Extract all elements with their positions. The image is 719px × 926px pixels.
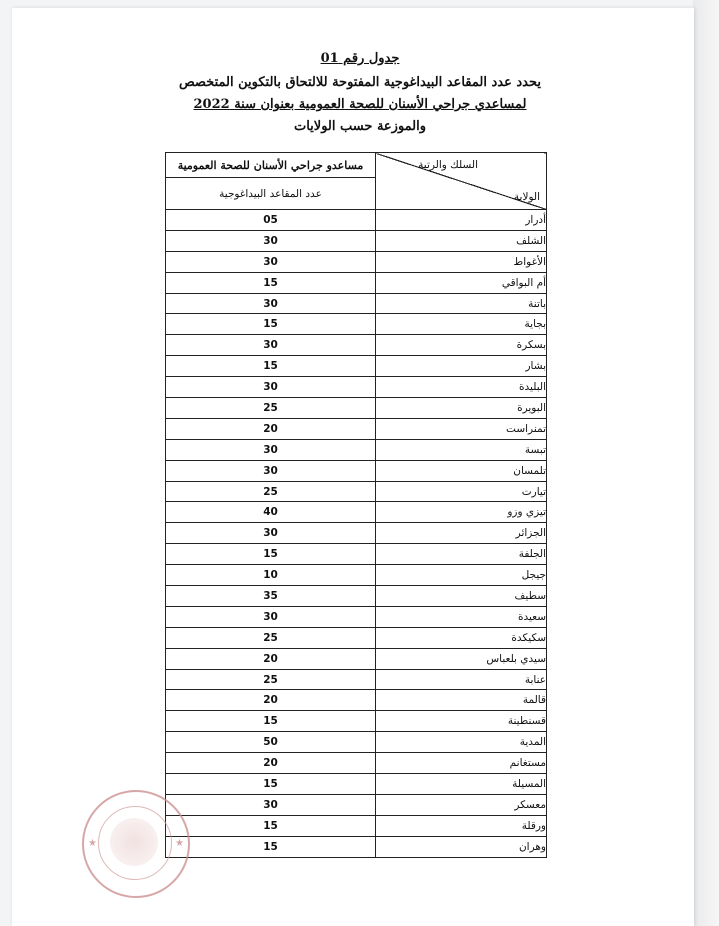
wilaya-cell: باتنة (376, 293, 547, 314)
seats-cell: 30 (166, 460, 376, 481)
wilaya-cell: الجزائر (376, 523, 547, 544)
table-row (166, 210, 547, 231)
seats-cell: 15 (166, 815, 376, 836)
seats-cell: 15 (166, 836, 376, 857)
column-subheader: عدد المقاعد البيداغوجية (166, 178, 376, 210)
wilaya-cell: سيدي بلعباس (376, 648, 547, 669)
table-row (166, 794, 547, 815)
stamp-star-icon: ★ (88, 838, 97, 849)
table-row (166, 418, 547, 439)
subtitle-line-2: لمساعدي جراحي الأسنان للصحة العمومية بعنوان سنة 2022 (193, 97, 527, 112)
table-row (166, 293, 547, 314)
seats-cell: 25 (166, 669, 376, 690)
seats-cell: 35 (166, 586, 376, 607)
table-row (166, 544, 547, 565)
wilaya-cell: تبسة (376, 439, 547, 460)
table-row (166, 711, 547, 732)
seats-cell: 15 (166, 356, 376, 377)
table-row (166, 481, 547, 502)
seats-cell: 20 (166, 418, 376, 439)
wilaya-cell: بجاية (376, 314, 547, 335)
seats-table (165, 152, 547, 858)
table-row (166, 272, 547, 293)
wilaya-cell: البويرة (376, 398, 547, 419)
corner-label-wilaya: الولاية (513, 191, 540, 203)
wilaya-cell: أم البواقي (376, 272, 547, 293)
wilaya-cell: قالمة (376, 690, 547, 711)
table-row (166, 251, 547, 272)
seats-cell: 25 (166, 627, 376, 648)
table-row (166, 648, 547, 669)
wilaya-cell: بشار (376, 356, 547, 377)
wilaya-cell: المسيلة (376, 774, 547, 795)
wilaya-cell: عنابة (376, 669, 547, 690)
seats-cell: 30 (166, 794, 376, 815)
seats-cell: 30 (166, 377, 376, 398)
wilaya-cell: قسنطينة (376, 711, 547, 732)
table-row (166, 606, 547, 627)
subtitle-line-1: يحدد عدد المقاعد البيداغوجية المفتوحة للالتحاق بالتكوين المتخصص (178, 75, 541, 90)
seats-cell: 25 (166, 398, 376, 419)
table-row (166, 732, 547, 753)
column-header: مساعدو جراحي الأسنان للصحة العمومية (166, 153, 376, 178)
table-row (166, 460, 547, 481)
seats-cell: 50 (166, 732, 376, 753)
wilaya-cell: مستغانم (376, 753, 547, 774)
seats-cell: 15 (166, 544, 376, 565)
document-title (160, 48, 560, 70)
seats-cell: 30 (166, 523, 376, 544)
subtitle-line-3: والموزعة حسب الولايات (293, 119, 427, 134)
seats-cell: 30 (166, 439, 376, 460)
table-row (166, 502, 547, 523)
wilaya-cell: تيزي وزو (376, 502, 547, 523)
seats-cell: 10 (166, 565, 376, 586)
table-body (166, 210, 547, 858)
wilaya-cell: سطيف (376, 586, 547, 607)
seats-cell: 20 (166, 648, 376, 669)
seats-cell: 30 (166, 293, 376, 314)
table-row (166, 377, 547, 398)
wilaya-cell: البليدة (376, 377, 547, 398)
seats-cell: 40 (166, 502, 376, 523)
wilaya-cell: سعيدة (376, 606, 547, 627)
seats-cell: 05 (166, 210, 376, 231)
seats-cell: 30 (166, 251, 376, 272)
corner-label-rank: السلك والرتبة (418, 159, 478, 171)
wilaya-cell: الأغواط (376, 251, 547, 272)
official-stamp (82, 790, 190, 898)
table-row (166, 627, 547, 648)
table-corner-cell (376, 153, 547, 210)
table-row (166, 314, 547, 335)
table-row (166, 836, 547, 857)
wilaya-cell: الشلف (376, 230, 547, 251)
background-edge (693, 0, 719, 926)
table-row (166, 523, 547, 544)
table-row (166, 586, 547, 607)
seats-cell: 15 (166, 711, 376, 732)
table-row (166, 398, 547, 419)
seats-cell: 15 (166, 272, 376, 293)
wilaya-cell: سكيكدة (376, 627, 547, 648)
wilaya-cell: تلمسان (376, 460, 547, 481)
stamp-star-icon: ★ (175, 838, 184, 849)
table-row (166, 815, 547, 836)
table-row (166, 356, 547, 377)
seats-cell: 20 (166, 690, 376, 711)
table-row (166, 753, 547, 774)
table-row (166, 565, 547, 586)
seats-cell: 15 (166, 774, 376, 795)
table-row (166, 774, 547, 795)
wilaya-cell: المدية (376, 732, 547, 753)
seats-cell: 30 (166, 606, 376, 627)
table-row (166, 335, 547, 356)
table-row (166, 230, 547, 251)
seats-cell: 30 (166, 230, 376, 251)
seats-cell: 25 (166, 481, 376, 502)
wilaya-cell: جيجل (376, 565, 547, 586)
table-number: جدول رقم 01 (320, 51, 400, 66)
table-row (166, 669, 547, 690)
wilaya-cell: تمنراست (376, 418, 547, 439)
seats-cell: 20 (166, 753, 376, 774)
table-row (166, 439, 547, 460)
wilaya-cell: تيارت (376, 481, 547, 502)
wilaya-cell: معسكر (376, 794, 547, 815)
stamp-emblem (110, 818, 158, 866)
wilaya-cell: بسكرة (376, 335, 547, 356)
seats-cell: 30 (166, 335, 376, 356)
wilaya-cell: أدرار (376, 210, 547, 231)
wilaya-cell: الجلفة (376, 544, 547, 565)
seats-cell: 15 (166, 314, 376, 335)
wilaya-cell: ورقلة (376, 815, 547, 836)
document-subtitle (160, 72, 560, 138)
table-row (166, 690, 547, 711)
wilaya-cell: وهران (376, 836, 547, 857)
